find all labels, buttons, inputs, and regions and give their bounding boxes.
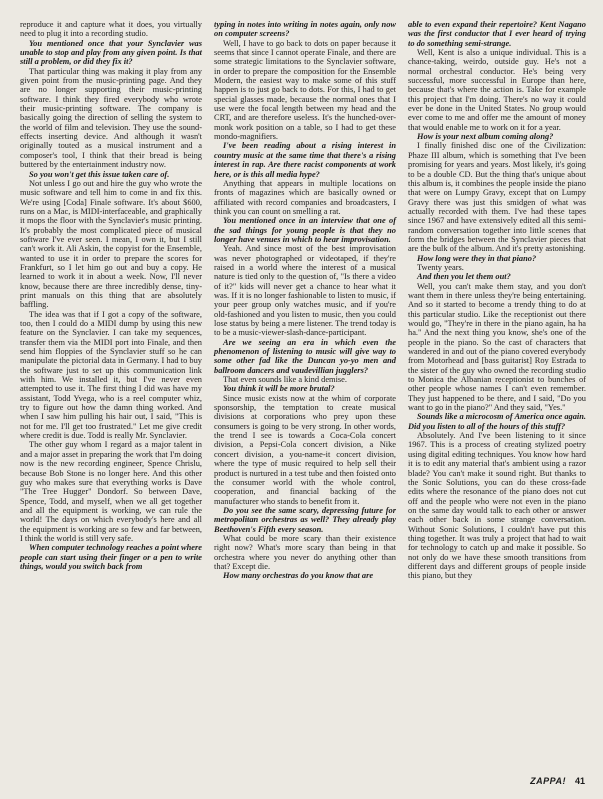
interview-answer: That particular thing was making it play from any given point from the music-printing page. And they are no longer supporting their music-printing software. I think they fired everybody who wrote their music-printing software. The company is basically going the direction of selling the system to the world of film and television. They use the sound-effects inserting device. And although it wasn't originally touted as a musical instrument and a composer's tool, I think that their bread is being buttered by the entertainment industry now. xyxy=(20,66,202,170)
interview-question: typing in notes into writing in notes again, only now on computer screens? xyxy=(214,20,396,39)
interview-question: How long were they in that piano? xyxy=(417,253,537,263)
interview-question: I've been reading about a rising interest in country music at the same time that there's a rising interest in rap. Are there racist components at work here, or is this all media hype? xyxy=(214,141,396,179)
interview-question: Are we seeing an era in which even the phenomenon of listening to music will give way to some other fad like the Duncan yo-yo men and ballroom dancers and vaudevillian jugglers? xyxy=(214,337,396,375)
interview-answer: Well, I have to go back to dots on paper because it seems that since I cannot operate Finale, and there are some strategic limitations to the Synclavier software, in order to prepare the composition for the Ensemble Modern, the easiest way to make some of this stuff happen is to just go back to dots. For this, I had to get special glasses made, because the normal ones that I use were the focal length between my head and the CRT, and are therefore useless. It's the hunched-over-monk work position on a table, so I had to get these mondo-magnifiers. xyxy=(214,38,396,142)
interview-answer: Absolutely. And I've been listening to it since 1967. This is a process of creating stylized poetry using digital editing techniques. You know how hard it is to edit any material that's ambient using a razor blade? You can't make it sound right. But thanks to the Sonic Solutions, you can do these cross-fade edits where the resonance of the piano does not cut off and the people who were not even in the piano on the same day would talk to each other or answer each other back in some strange conversation. Without Sonic Solutions, I couldn't have put this thing together. It was truly a project that had to wait for technology to catch up and make it possible. So not only do we have these smooth transitions from different days and different groups of people inside this piano, but they xyxy=(408,431,586,581)
interview-answer: reproduce it and capture what it does, you virtually need to plug it into a recording studio. xyxy=(20,20,202,39)
interview-question: And then you let them out? xyxy=(417,272,511,282)
interview-answer: The idea was that if I got a copy of the software, too, then I could do a MIDI dump by using this new feature on the Synclavier. I can take my sequences, transfer them via the MIDI port into Finale, and then send him floppies of the Synclavier stuff so he can manipulate the pictorial data in Germany. I had to buy the software just to set up this communication link with him. We installed it, but I've never even attempted to use it. The first thing I did was have my assistant, Todd Yvega, who is a reel computer whiz, try to figure out how the damn thing worked. And when I saw him pulling his hair out, I said, "This is not for me. I'll get too frustrated." Let me give credit where credit is due. Todd is really Mr. Synclavier. xyxy=(20,309,202,441)
interview-answer: The other guy whom I regard as a major talent in and a major asset in preparing the work that I'm doing now is the new recording engineer, Spence Chrislu, because Bob Stone is no longer here. And this other guy who makes sure that everything works is Dave "The Tree Hugger" Dondorf. So between Dave, Spence, Todd, and myself, when we all get together and all the equipment is working, we can rule the world! The days on which everybody's here and all the equipment is working are so few and far between, I think the world is still very safe. xyxy=(20,440,202,543)
magazine-name: ZAPPA! xyxy=(530,776,566,786)
interview-question: How is your next album coming along? xyxy=(417,132,554,142)
interview-question: You think it will be more brutal? xyxy=(223,384,335,394)
interview-answer: Twenty years. xyxy=(417,262,464,272)
page-number: 41 xyxy=(574,776,585,786)
interview-answer: That even sounds like a kind demise. xyxy=(223,375,347,385)
interview-question: able to even expand their repertoire? Kent Nagano was the first conductor that I ever heard of trying to do something semi-strange. xyxy=(408,20,586,48)
interview-answer: What could be more scary than their existence right now? What's more scary than being in that orchestra where you never do anything other than that? Except die. xyxy=(214,533,396,571)
interview-question: Do you see the same scary, depressing future for metropolitan orchestras as well? They already play Beethoven's Fifth every season. xyxy=(214,505,396,534)
interview-answer: Well, Kent is also a unique individual. This is a chance-taking, weirdo, outside guy. He's not a normal orchestral conductor. He's being very successful, more successful in Europe than here, because that's where the action is. Take for example this project that I'm doing. There's no way it could ever be done in the United States. No group would ever come to me and offer me the amount of money that would enable me to work on it for a year. xyxy=(408,48,586,132)
interview-question: When computer technology reaches a point where people can start using their finger or a pen to write things, would you switch back from xyxy=(20,543,202,571)
column-3 xyxy=(408,20,586,581)
column-1 xyxy=(20,20,202,571)
interview-question: So you won't get this issue taken care of. xyxy=(29,169,170,179)
interview-question: You mentioned once in an interview that one of the sad things for young people is that they no longer have venues in which to hear improvisation. xyxy=(214,216,396,244)
interview-question: You mentioned once that your Synclavier was unable to stop and play from any given point. Is that still a problem, or did they fix it? xyxy=(20,38,202,67)
page-footer xyxy=(530,776,585,786)
interview-answer: Well, you can't make them stay, and you don't want them in there unless they're being entertaining. And so it started to become a trendy thing to do at this particular studio. Like the receptionist out there would go, "They're in there in the piano again, ha ha ha." And the next thing you know, she's one of the people in the piano. So the cast of characters that wandered in and out of the piano covered everybody from Motorhead and [bass guitarist] Roy Estrada to the sister of the guy who owned the recording studio to Monica the Albanian receptionist to bunches of other people whose names I can't even remember. They just happened to be there, and I said, "Do you want to go in the piano?" And they said, "Yes." xyxy=(408,281,586,413)
interview-answer: Since music exists now at the whim of corporate sponsorship, the temptation to create musical divisions at corporations who prey upon these consumers is going to be very strong. In other words, the trend I see is towards a Coca-Cola concert division, a Pepsi-Cola concert division, a Nike concert division, a you-name-it concert division, where the type of music required to help sell their product is nurtured in a test tube and then foisted onto the consumer world with the whole control, cooperation, and financial backing of the manufacturer who stands to benefit from it. xyxy=(214,393,396,506)
column-2 xyxy=(214,20,396,581)
interview-question: Sounds like a microcosm of America once again. Did you listen to all of the hours of this stuff? xyxy=(408,412,586,431)
interview-question: How many orchestras do you know that are xyxy=(223,571,374,581)
interview-answer: Anything that appears in multiple locations on fronts of magazines which are basically owned or affiliated with record companies and broadcasters, I think you can count on smelling a rat. xyxy=(214,178,396,216)
interview-answer: Not unless I go out and hire the guy who wrote the music software and tell him to come in and fix this. We're using [Coda] Finale software. It's about $600, runs on a Mac, is MIDI-interfaceable, and graphically it mops the floor with the Synclavier's music printing. It's probably the most complicated piece of musical software I've ever seen. I mean, I own it, but I still can't work it. Ali Askin, the copyist for the Ensemble, wanted to use it in order to prepare the scores for Frankfurt, so I let him go out and buy a copy. He learned to work it in about a week. Now, I'll never know, because there are three incredibly dense, tiny-print manuals on this thing that are absolutely baffling. xyxy=(20,178,202,310)
interview-answer: I finally finished disc one of the Civilization: Phaze III album, which is something that I've been promising for years and years. Most likely, it's going to be a double CD. But the thing that's unique about this album is, it combines the people inside the piano that were on Lumpy Gravy, except that on Lumpy Gravy there was just this smidgen of what was actually recorded with them. I've had these tapes since 1967 and have extensively edited all this semi-random conversation together into little scenes that form the bridges between the Synclavier pieces that are the bulk of the album. And it's pretty astonishing. xyxy=(408,141,586,254)
interview-answer: Yeah. And since most of the best improvisation was never photographed or videotaped, if they're raised in a world where the interest of a musical nature is tied only to the question of, "Is there a video of it?" kids will never get a chance to hear what it was. If it is no longer fashionable to listen to music, if your peer group only watches music, and if you're old-fashioned and you listen to music, then you could lose status by being a mere listener. The trend today is to be a music-viewer-slash-dance-participant. xyxy=(214,244,396,338)
